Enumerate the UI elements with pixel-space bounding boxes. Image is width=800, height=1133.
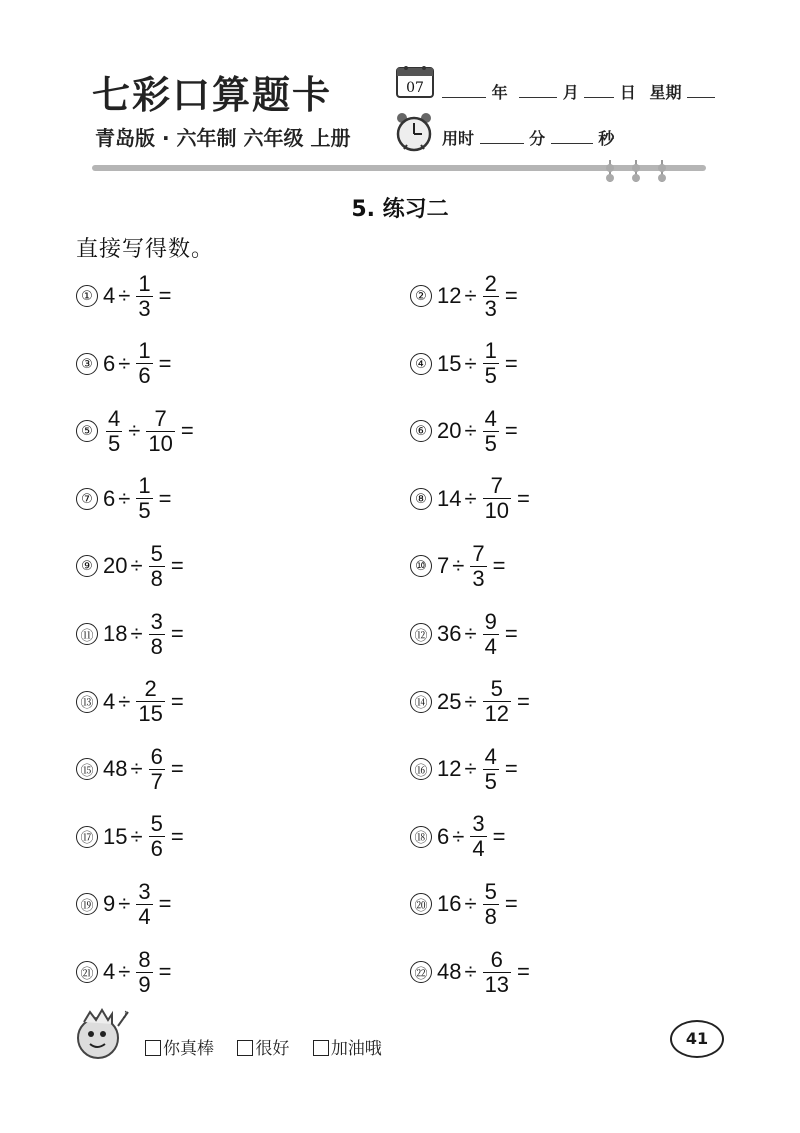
dividend: 15 (437, 350, 462, 376)
problem-item (76, 946, 174, 998)
fraction (106, 407, 122, 456)
divide-sign: ÷ (464, 283, 477, 308)
fraction (470, 542, 486, 591)
denominator: 15 (138, 701, 163, 727)
dividend: 18 (103, 621, 128, 646)
problem-number: ⑥ (410, 420, 432, 442)
month-blank[interactable] (519, 83, 557, 98)
dividend: 6 (103, 485, 116, 511)
problem-number: ⑲ (76, 893, 98, 915)
weekday-blank[interactable] (687, 83, 715, 98)
numerator: 3 (150, 608, 163, 634)
problem-number: ⑫ (410, 623, 432, 645)
problem-item (76, 540, 187, 592)
fraction (470, 812, 486, 861)
divide-sign: ÷ (118, 350, 131, 376)
denominator: 8 (484, 903, 497, 929)
denominator: 8 (150, 565, 163, 591)
problem-item (410, 270, 521, 322)
divide-sign: ÷ (464, 688, 477, 714)
equals-sign: = (170, 553, 184, 579)
problem-item (76, 270, 174, 322)
fraction (483, 610, 499, 659)
denominator: 10 (484, 498, 510, 524)
problem-number: ④ (410, 353, 432, 375)
fraction (136, 677, 164, 726)
divide-sign: ÷ (452, 553, 465, 579)
time-label: 用时 (442, 129, 475, 148)
divide-sign: ÷ (130, 553, 143, 579)
dividend: 48 (437, 959, 462, 984)
denominator: 4 (484, 633, 497, 659)
fraction (149, 542, 165, 591)
calendar-icon (396, 64, 434, 98)
problem-number: ③ (76, 353, 98, 375)
divider-knob (608, 160, 612, 182)
divide-sign: ÷ (464, 756, 477, 782)
minutes-blank[interactable] (480, 129, 524, 144)
problem-item (76, 473, 174, 525)
equals-sign: = (504, 283, 518, 308)
problem-number: ⑳ (410, 893, 432, 915)
equals-sign: = (170, 823, 184, 849)
fraction (483, 745, 499, 794)
dividend: 6 (103, 350, 116, 376)
equals-sign: = (517, 485, 530, 511)
divide-sign: ÷ (118, 891, 131, 917)
instruction: 直接写得数。 (76, 237, 215, 262)
denominator: 10 (148, 430, 173, 456)
equals-sign: = (170, 621, 184, 646)
denominator: 8 (150, 633, 163, 659)
fraction (483, 677, 511, 726)
equals-sign: = (517, 959, 530, 984)
dividend: 4 (103, 283, 116, 308)
denominator: 3 (472, 565, 485, 591)
problem-number: ㉒ (410, 961, 432, 983)
problem-item (76, 405, 197, 457)
numerator: 7 (154, 405, 167, 431)
problem-number: ⑤ (76, 420, 98, 442)
problem-item (410, 946, 533, 998)
problem-item (76, 676, 187, 728)
problem-number: ⑱ (410, 826, 432, 848)
fraction (146, 407, 174, 456)
fraction (483, 474, 511, 523)
time-line (442, 126, 614, 149)
svg-text:♪: ♪ (122, 1010, 129, 1021)
divide-sign: ÷ (452, 823, 465, 849)
numerator: 7 (472, 540, 485, 566)
fraction (136, 948, 152, 997)
denominator: 7 (150, 768, 163, 794)
divide-sign: ÷ (118, 688, 131, 714)
year-blank[interactable] (442, 83, 486, 98)
dividend: 15 (103, 823, 128, 849)
checkbox[interactable] (145, 1040, 161, 1056)
problem-number: ⑨ (76, 555, 98, 577)
problem-item (76, 608, 187, 660)
numerator: 5 (490, 676, 503, 702)
fraction (136, 880, 152, 929)
equals-sign: = (517, 688, 530, 714)
denominator: 4 (472, 836, 485, 862)
fraction (136, 339, 152, 388)
problem-item (410, 405, 521, 457)
equals-sign: = (180, 418, 194, 444)
numerator: 9 (484, 608, 497, 634)
divider-knob (634, 160, 638, 182)
numerator: 4 (484, 405, 497, 431)
fraction (483, 948, 511, 997)
brand-title: 七彩口算题卡 (92, 72, 333, 117)
divide-sign: ÷ (130, 621, 143, 646)
dividend: 4 (103, 959, 116, 984)
denominator: 3 (484, 295, 497, 321)
divide-sign: ÷ (118, 959, 131, 984)
calendar-day: 07 (406, 80, 424, 96)
numerator: 8 (138, 946, 151, 972)
problem-item (410, 540, 508, 592)
dividend: 6 (437, 823, 450, 849)
problem-item (410, 811, 508, 863)
numerator: 6 (490, 946, 503, 972)
divide-sign: ÷ (118, 283, 131, 308)
dividend: 36 (437, 621, 462, 646)
minutes-label: 分 (529, 129, 546, 148)
day-blank[interactable] (584, 83, 614, 98)
numerator: 6 (150, 743, 163, 769)
date-line (442, 80, 715, 103)
equals-sign: = (504, 350, 518, 376)
divide-sign: ÷ (464, 959, 477, 984)
problem-number: ① (76, 285, 98, 307)
problem-number: ㉑ (76, 961, 98, 983)
dividend: 16 (437, 891, 462, 917)
seconds-blank[interactable] (551, 129, 593, 144)
problem-number: ⑧ (410, 488, 432, 510)
divide-sign: ÷ (130, 823, 143, 849)
divide-sign: ÷ (464, 418, 477, 444)
denominator: 12 (484, 701, 510, 727)
mascot-icon (70, 1004, 134, 1068)
problem-number: ⑭ (410, 691, 432, 713)
equals-sign: = (158, 283, 172, 308)
dividend: 12 (437, 283, 462, 308)
numerator: 2 (484, 270, 497, 296)
divide-sign: ÷ (130, 756, 143, 782)
weekday-label: 星期 (649, 83, 682, 102)
problem-item (410, 473, 533, 525)
fraction (149, 745, 165, 794)
equals-sign: = (504, 891, 518, 917)
denominator: 5 (484, 430, 497, 456)
fraction (136, 272, 152, 321)
lesson-title: 5. 练习二 (351, 197, 449, 222)
equals-sign: = (492, 823, 506, 849)
equals-sign: = (170, 756, 184, 782)
numerator: 5 (150, 811, 163, 837)
denominator: 3 (138, 295, 151, 321)
clock-icon (394, 112, 434, 152)
year-label: 年 (491, 83, 508, 102)
edition-label: 青岛版 · 六年制 六年级 上册 (95, 126, 351, 150)
numerator: 4 (108, 405, 121, 431)
rating-option[interactable]: 加油哦 (313, 1039, 382, 1059)
equals-sign: = (158, 485, 172, 511)
numerator: 1 (138, 338, 151, 364)
problem-item (410, 743, 521, 795)
fraction (483, 339, 499, 388)
equals-sign: = (492, 553, 506, 579)
dividend: 4 (103, 688, 116, 714)
dividend: 14 (437, 485, 462, 511)
numerator: 5 (150, 540, 163, 566)
denominator: 5 (138, 498, 151, 524)
dividend: 25 (437, 688, 462, 714)
problem-item (410, 338, 521, 390)
checkbox[interactable] (237, 1040, 253, 1056)
equals-sign: = (504, 756, 518, 782)
numerator: 7 (490, 473, 503, 499)
problem-item (76, 743, 187, 795)
rating-option[interactable]: 你真棒 (145, 1039, 214, 1059)
numerator: 5 (484, 878, 497, 904)
denominator: 5 (108, 430, 121, 456)
divide-sign: ÷ (128, 418, 141, 444)
dividend: 7 (437, 553, 450, 579)
numerator: 3 (138, 878, 151, 904)
day-label: 日 (619, 83, 636, 102)
dividend: 20 (103, 553, 128, 579)
equals-sign: = (170, 688, 184, 714)
dividend: 9 (103, 891, 116, 917)
problem-item (410, 676, 533, 728)
problem-number: ⑪ (76, 623, 98, 645)
fraction (149, 610, 165, 659)
numerator: 2 (144, 676, 157, 702)
divide-sign: ÷ (464, 891, 477, 917)
problem-number: ⑩ (410, 555, 432, 577)
problem-number: ⑦ (76, 488, 98, 510)
month-label: 月 (562, 83, 579, 102)
rating-options (145, 1034, 400, 1059)
problem-number: ⑰ (76, 826, 98, 848)
dividend: 20 (437, 418, 462, 444)
fraction (136, 474, 152, 523)
denominator: 5 (484, 768, 497, 794)
denominator: 4 (138, 903, 151, 929)
equals-sign: = (158, 350, 172, 376)
divide-sign: ÷ (118, 485, 131, 511)
divider-knob (660, 160, 664, 182)
problem-number: ⑯ (410, 758, 432, 780)
divide-sign: ÷ (464, 485, 477, 511)
equals-sign: = (158, 959, 172, 984)
divide-sign: ÷ (464, 621, 477, 646)
denominator: 6 (150, 836, 163, 862)
problem-number: ② (410, 285, 432, 307)
page-number: 41 (670, 1020, 724, 1058)
numerator: 1 (138, 270, 151, 296)
denominator: 9 (138, 971, 151, 997)
problem-number: ⑬ (76, 691, 98, 713)
denominator: 13 (484, 971, 510, 997)
divide-sign: ÷ (464, 350, 477, 376)
fraction (483, 407, 499, 456)
numerator: 1 (484, 338, 497, 364)
fraction (483, 880, 499, 929)
numerator: 1 (138, 473, 151, 499)
denominator: 5 (484, 363, 497, 389)
problem-item (410, 878, 521, 930)
equals-sign: = (158, 891, 172, 917)
fraction (483, 272, 499, 321)
dividend: 48 (103, 756, 128, 782)
numerator: 3 (472, 811, 485, 837)
rating-option[interactable]: 很好 (237, 1039, 289, 1059)
fraction (149, 812, 165, 861)
problem-item (410, 608, 521, 660)
problem-number: ⑮ (76, 758, 98, 780)
problem-item (76, 878, 174, 930)
equals-sign: = (504, 621, 518, 646)
problem-item (76, 811, 187, 863)
seconds-label: 秒 (598, 129, 615, 148)
problem-item (76, 338, 174, 390)
equals-sign: = (504, 418, 518, 444)
checkbox[interactable] (313, 1040, 329, 1056)
denominator: 6 (138, 363, 151, 389)
numerator: 4 (484, 743, 497, 769)
dividend: 12 (437, 756, 462, 782)
